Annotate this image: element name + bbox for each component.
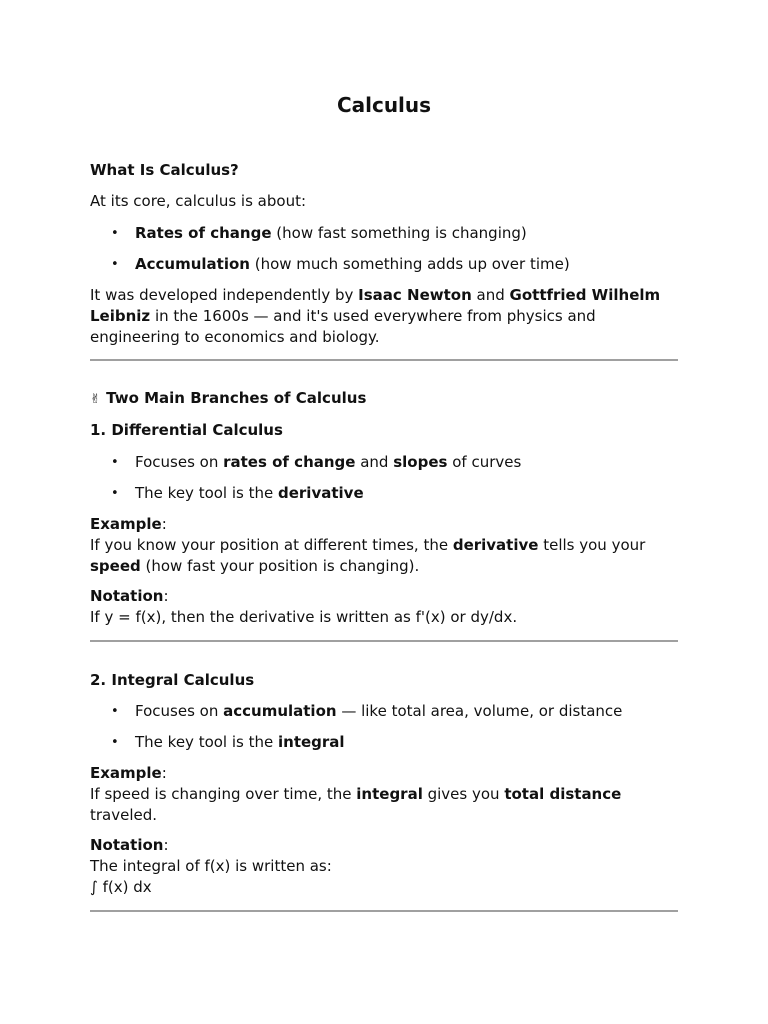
example-block: Example: If speed is changing over time, the integral gives you total distance traveled.: [90, 764, 622, 824]
notation-block: Notation: If y = f(x), then the derivative is written as f'(x) or dy/dx.: [90, 587, 518, 626]
victory-hand-icon: ✌: [90, 392, 101, 407]
divider: [90, 640, 678, 642]
example-block: Example: If you know your position at different times, the derivative tells you your speed (how fast your position is changing).: [90, 515, 646, 575]
subsection-heading-differential: 1. Differential Calculus: [90, 421, 283, 439]
section-heading-what-is: What Is Calculus?: [90, 161, 239, 179]
divider: [90, 359, 678, 361]
list-item: • The key tool is the integral: [135, 732, 345, 753]
intro-lead: At its core, calculus is about:: [90, 192, 307, 210]
notation-block: Notation: The integral of f(x) is written as: ∫ f(x) dx: [90, 836, 332, 896]
divider: [90, 910, 678, 912]
list-item: • Focuses on accumulation — like total area, volume, or distance: [135, 701, 622, 722]
list-item: • The key tool is the derivative: [135, 483, 364, 504]
history-paragraph: It was developed independently by Isaac Newton and Gottfried Wilhelm Leibniz in the 1600s — and it's used everywhere from physics and engineering to economics and biology.: [90, 286, 661, 346]
list-item: • Accumulation (how much something adds up over time): [135, 254, 570, 275]
list-item: • Rates of change (how fast something is changing): [135, 223, 527, 244]
subsection-heading-integral: 2. Integral Calculus: [90, 671, 255, 689]
list-item: • Focuses on rates of change and slopes of curves: [135, 452, 521, 473]
integral-formula: ∫ f(x) dx: [90, 878, 152, 896]
section-heading-branches: ✌ Two Main Branches of Calculus: [90, 389, 367, 407]
page-title: Calculus: [336, 93, 432, 117]
